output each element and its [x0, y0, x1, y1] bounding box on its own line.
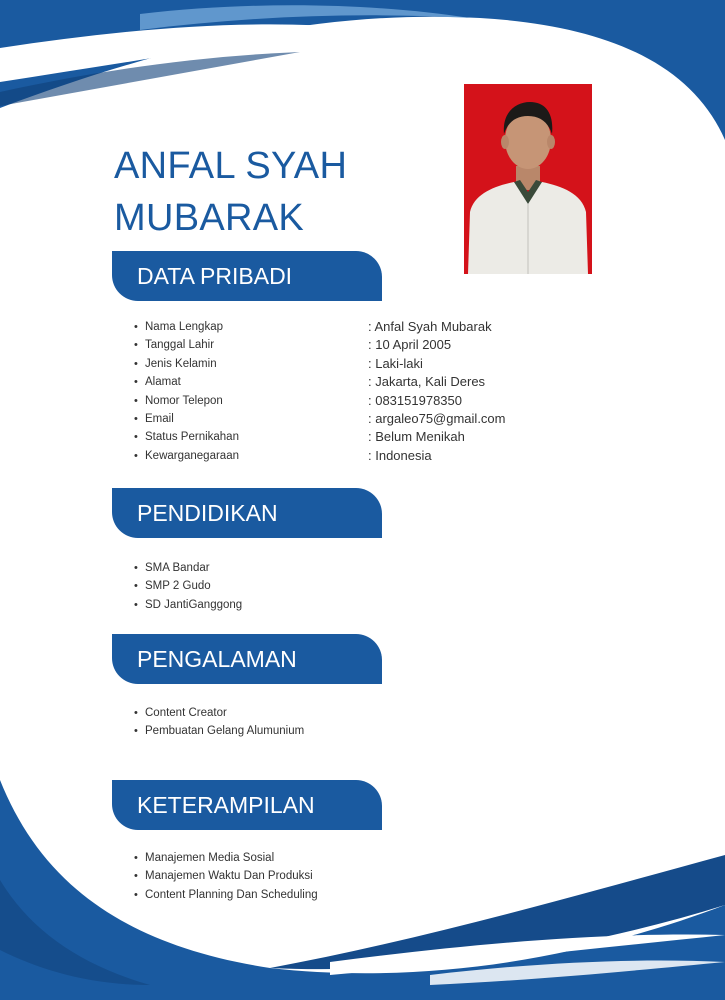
- value-full-name: : Anfal Syah Mubarak: [368, 319, 492, 334]
- label-email: • Email: [134, 410, 239, 428]
- label-address: • Alamat: [134, 373, 239, 391]
- value-birth-date: : 10 April 2005: [368, 337, 452, 353]
- list-item: • SMA Bandar: [134, 559, 242, 577]
- label-phone: • Nomor Telepon: [134, 392, 239, 410]
- list-item: • SMP 2 Gudo: [134, 577, 242, 595]
- label-gender: • Jenis Kelamin: [134, 355, 239, 373]
- value-citizenship: : Indonesia: [368, 447, 432, 463]
- candidate-name: [114, 140, 347, 244]
- person-silhouette-icon: [464, 84, 592, 274]
- skills-list: [134, 849, 318, 904]
- label-birth-date: • Tanggal Lahir: [134, 336, 239, 354]
- personal-data-values: [368, 318, 505, 465]
- personal-data-labels: [134, 318, 239, 465]
- list-item: • Manajemen Waktu Dan Produksi: [134, 867, 318, 885]
- value-marital-status: : Belum Menikah: [368, 429, 465, 445]
- profile-photo: [464, 84, 592, 274]
- experience-list: [134, 704, 304, 741]
- value-gender: : Laki-laki: [368, 355, 423, 371]
- list-item: • Content Creator: [134, 704, 304, 722]
- list-item: • SD JantiGanggong: [134, 596, 242, 614]
- list-item: • Manajemen Media Sosial: [134, 849, 318, 867]
- label-marital-status: • Status Pernikahan: [134, 428, 239, 446]
- education-list: [134, 559, 242, 614]
- list-item: • Content Planning Dan Scheduling: [134, 886, 318, 904]
- section-header-experience: PENGALAMAN: [112, 634, 382, 684]
- name-line-1: ANFAL SYAH: [114, 145, 348, 187]
- value-email: : argaleo75@gmail.com: [368, 410, 506, 426]
- section-header-education: PENDIDIKAN: [112, 488, 382, 538]
- list-item: • Pembuatan Gelang Alumunium: [134, 722, 304, 740]
- name-line-2: MUBARAK: [114, 197, 305, 239]
- section-header-personal-data: DATA PRIBADI: [112, 251, 382, 301]
- label-citizenship: • Kewarganegaraan: [134, 447, 239, 465]
- value-phone: : 083151978350: [368, 392, 462, 408]
- label-full-name: • Nama Lengkap: [134, 318, 239, 336]
- value-address: : Jakarta, Kali Deres: [368, 374, 486, 390]
- section-header-skills: KETERAMPILAN: [112, 780, 382, 830]
